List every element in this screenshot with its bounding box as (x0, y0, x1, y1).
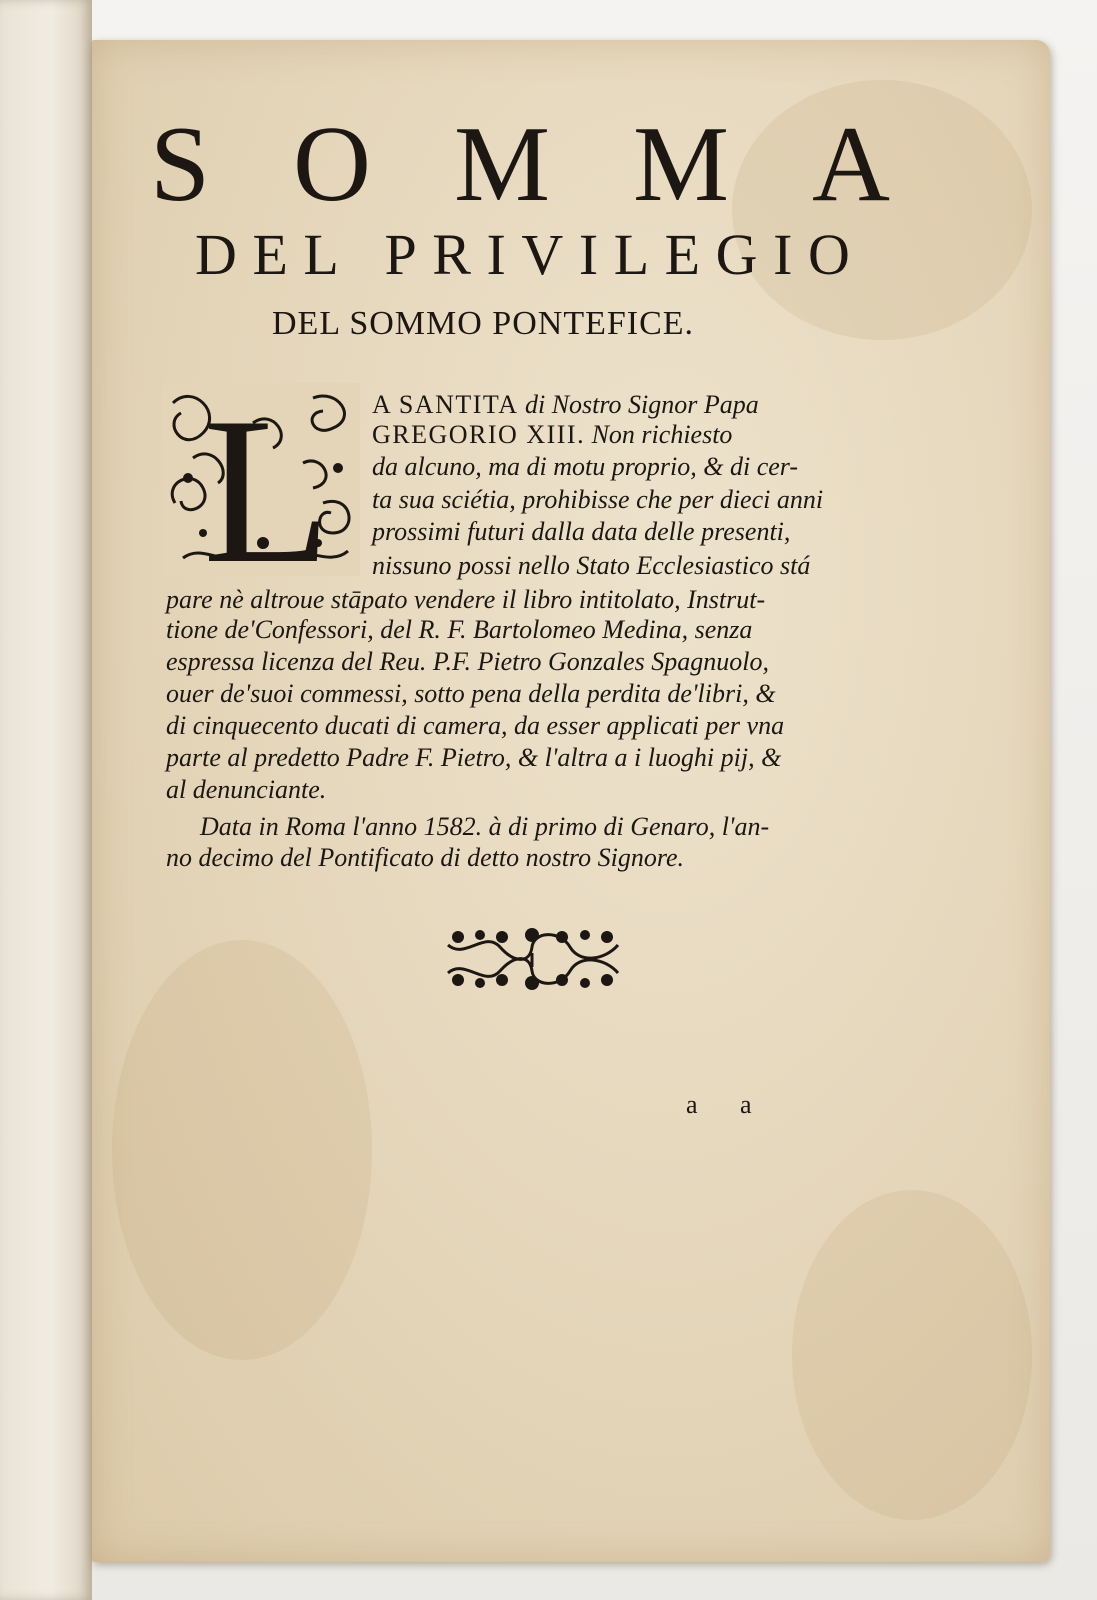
subtitle-letter: O (807, 222, 850, 287)
line-text: Non richiesto (585, 420, 733, 449)
fleuron-ornament-icon (440, 925, 625, 995)
line-text: nissuno possi nello Stato Ecclesiastico stá (372, 551, 811, 580)
subtitle-letter: R (432, 222, 471, 287)
page-subtitle-2: DEL SOMMO PONTEFICE. (272, 305, 695, 342)
subtitle-letter: I (578, 222, 599, 287)
line-text: di cinquecento ducati di camera, da esser applicati per vna (166, 711, 785, 740)
title-letter: M (453, 105, 551, 224)
line-text: tione de'Confessori, del R. F. Bartolomeo Medina, senza (166, 615, 753, 644)
subtitle-letter: E (252, 222, 288, 287)
text-line (372, 551, 810, 581)
text-line (372, 390, 759, 420)
subtitle-letter (354, 220, 369, 290)
line-text: pare nè altroue stāpato vendere il libro intitolato, Instrut- (166, 585, 766, 614)
subtitle-letter: G (715, 222, 758, 287)
text-line (372, 517, 790, 547)
subtitle-letter: L (613, 222, 650, 287)
subtitle-letter: L (303, 222, 339, 287)
subtitle-letter: P (384, 222, 417, 287)
line-text: parte al predetto Padre F. Pietro, & l'altra a i luoghi pij, & (166, 743, 782, 772)
line-text: espressa licenza del Reu. P.F. Pietro Gonzales Spagnuolo, (166, 647, 770, 676)
signature-mark: a a (686, 1090, 770, 1119)
svg-text:L: L (203, 383, 332, 576)
title-letter: A (811, 105, 890, 224)
small-caps-text: GREGORIO XIII. (372, 420, 586, 449)
line-text: ta sua sciétia, prohibisse che per dieci anni (372, 485, 824, 514)
text-line (372, 420, 732, 450)
text-line (372, 452, 798, 482)
text-line (372, 485, 823, 515)
title-letter: S (150, 105, 211, 224)
facing-page-edge (0, 0, 92, 1600)
line-text: di Nostro Signor Papa (518, 390, 759, 419)
subtitle-letter: I (486, 222, 506, 287)
line-text: Data in Roma l'anno 1582. à di primo di Genaro, l'an- (200, 812, 770, 841)
text-line (166, 711, 784, 741)
text-line (166, 843, 684, 873)
title-letter: M (632, 105, 729, 224)
page-subtitle (195, 220, 850, 290)
text-line (166, 743, 781, 773)
text-line (200, 812, 769, 842)
text-line (166, 615, 752, 645)
text-line (166, 775, 326, 805)
line-text: al denunciante. (166, 775, 327, 804)
text-line (166, 647, 769, 677)
subtitle-letter: D (195, 222, 237, 287)
page-title (150, 105, 890, 224)
decorated-initial-letter (163, 383, 360, 576)
subtitle-letter: E (664, 222, 701, 287)
subtitle-letter: I (773, 222, 793, 287)
initial-ornament-icon (163, 383, 360, 576)
line-text: prossimi futuri dalla data delle presenti, (372, 517, 791, 546)
text-line (166, 585, 765, 615)
line-text: da alcuno, ma di motu proprio, & di cer- (372, 452, 799, 481)
line-text: no decimo del Pontificato di detto nostro Signore. (166, 843, 685, 872)
title-letter: O (293, 105, 372, 224)
small-caps-text: A SANTITA (372, 390, 519, 419)
line-text: ouer de'suoi commessi, sotto pena della perdita de'libri, & (166, 679, 776, 708)
text-line (166, 679, 776, 709)
subtitle-letter: V (521, 222, 564, 287)
